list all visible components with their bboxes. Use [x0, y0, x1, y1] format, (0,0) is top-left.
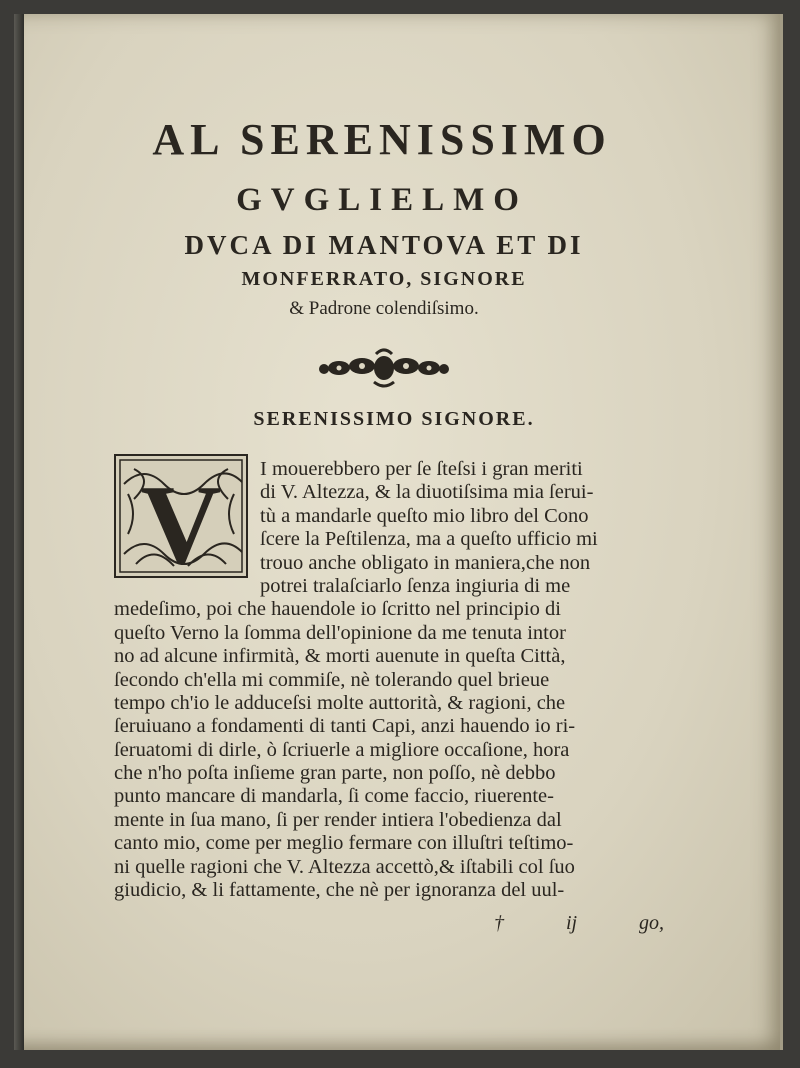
text-line: di V. Altezza, & la diuotiſsima mia ſerui-: [260, 481, 594, 504]
book-page: [14, 14, 783, 1050]
dedication-title-line5: & Padrone colendiſsimo.: [289, 298, 479, 319]
page-footer: [494, 912, 664, 935]
salutation: SERENISSIMO SIGNORE.: [253, 408, 535, 430]
text-line: medeſimo, poi che hauendole io ſcritto nel principio di: [114, 598, 561, 621]
text-line: punto mancare di mandarla, ſi come faccio, riuerente-: [114, 785, 554, 808]
text-line: giudicio, & li fattamente, che nè per ignoranza del uul-: [114, 879, 565, 902]
text-line: I mouerebbero per ſe ſteſsi i gran meriti: [260, 458, 583, 480]
drop-cap-letter: V: [140, 463, 222, 578]
text-line: ni quelle ragioni che V. Altezza accettò,& iſtabili col ſuo: [114, 855, 575, 878]
text-line: tù a mandarle queſto mio libro del Cono: [260, 504, 589, 527]
text-line: canto mio, come per meglio fermare con illuſtri teſtimo-: [114, 832, 574, 855]
catchword: go,: [639, 912, 664, 934]
signature-mark: †: [494, 912, 504, 934]
text-line: trouo anche obligato in maniera,che non: [260, 551, 591, 574]
dedication-title-line3: DVCA DI MANTOVA ET DI: [184, 230, 584, 260]
fleuron-ornament-icon: [314, 348, 454, 390]
text-line: ſeruatomi di dirle, ò ſcriuerle a migliore occaſione, hora: [114, 738, 570, 761]
text-line: mente in ſua mano, ſi per render intiera l'obedienza dal: [114, 808, 562, 831]
text-line: queſto Verno la ſomma dell'opinione da me tenuta intor: [114, 621, 566, 644]
text-line: ſecondo ch'ella mi commiſe, nè tolerando quel brieue: [114, 668, 550, 691]
text-line: no ad alcune infirmità, & morti auenute in queſta Città,: [114, 645, 566, 668]
dedication-title-line1: AL SERENISSIMO: [152, 115, 612, 164]
text-line: tempo ch'io le adduceſsi molte auttorità, & ragioni, che: [114, 691, 566, 714]
signature-number: ij: [565, 912, 578, 934]
text-line: ſeruiuano a fondamenti di tanti Capi, anzi hauendo io ri-: [114, 715, 576, 738]
dedication-title-line4: MONFERRATO, SIGNORE: [241, 268, 527, 290]
page-gutter: [14, 14, 24, 1050]
dedication-title-line2: GVGLIELMO: [236, 182, 528, 218]
text-line: potrei tralaſciarlo ſenza ingiuria di me: [260, 574, 571, 597]
text-line: che n'ho poſta inſieme gran parte, non poſſo, nè debbo: [114, 762, 556, 785]
body-text: [114, 458, 654, 902]
text-line: ſcere la Peſtilenza, ma a queſto ufficio mi: [260, 528, 598, 551]
